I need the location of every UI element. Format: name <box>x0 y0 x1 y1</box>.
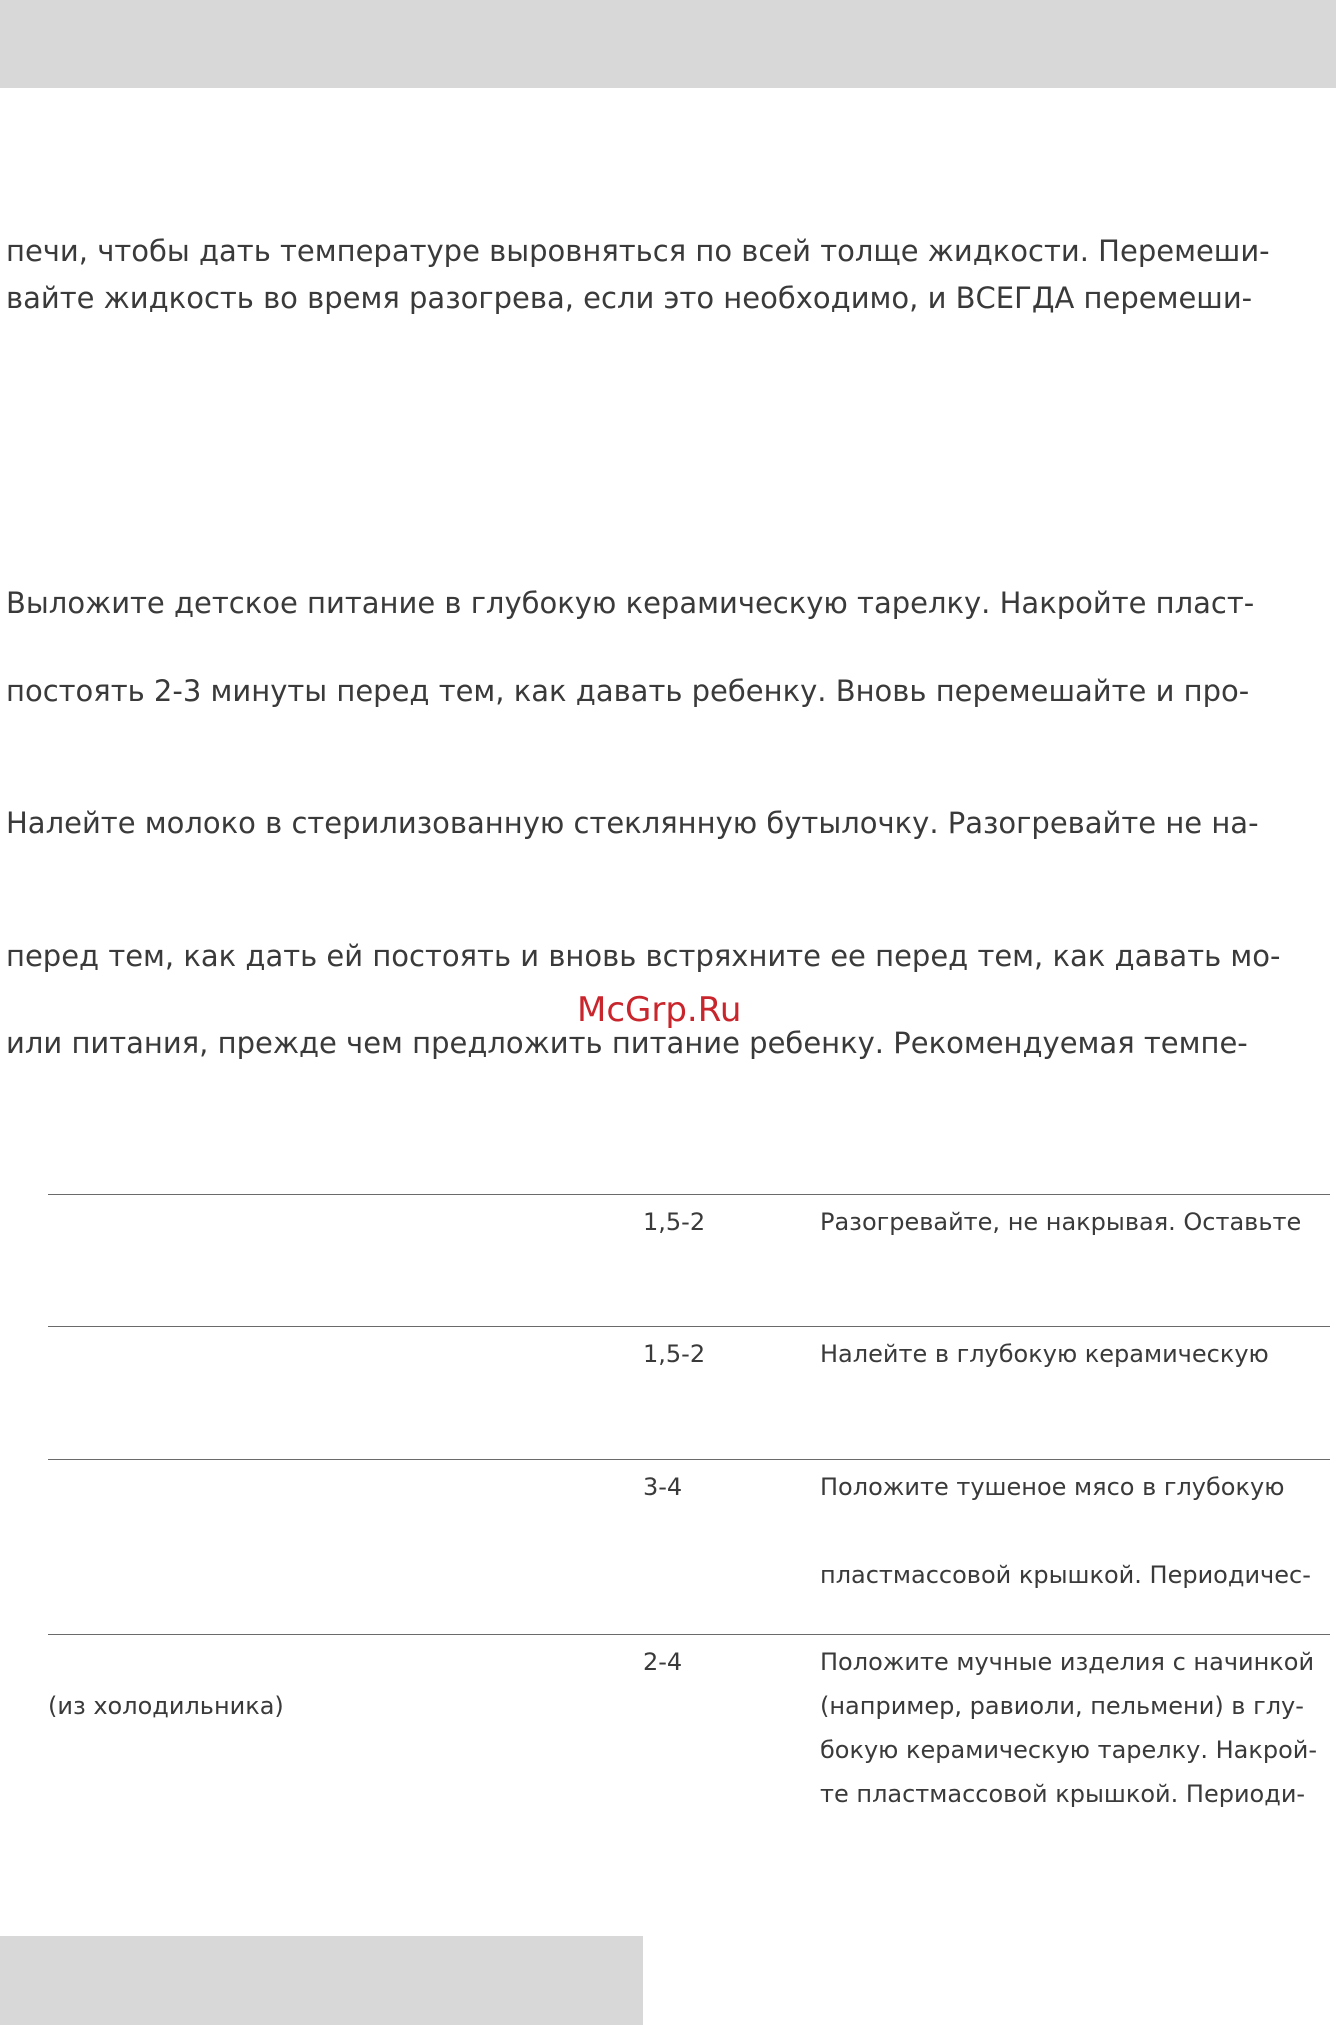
paragraph-line: или питания, прежде чем предложить питание ребенку. Рекомендуемая темпе- <box>6 1026 1248 1060</box>
table-cell-time: 3-4 <box>643 1473 683 1501</box>
table-cell-time: 2-4 <box>643 1648 683 1676</box>
paragraph-line: постоять 2-3 минуты перед тем, как давать ребенку. Вновь перемешайте и про- <box>6 674 1250 708</box>
table-cell-instructions: пластмассовой крышкой. Периодичес- <box>820 1561 1311 1589</box>
table-divider <box>48 1459 1330 1460</box>
table-cell-name: (из холодильника) <box>48 1692 284 1720</box>
watermark: McGrp.Ru <box>577 990 742 1030</box>
table-cell-instructions: Налейте в глубокую керамическую <box>820 1340 1269 1368</box>
table-cell-instructions: Положите мучные изделия с начинкой <box>820 1648 1315 1676</box>
table-divider <box>48 1634 1330 1635</box>
paragraph-line: печи, чтобы дать температуре выровняться по всей толще жидкости. Перемеши- <box>6 234 1270 268</box>
table-cell-instructions: те пластмассовой крышкой. Периоди- <box>820 1780 1306 1808</box>
table-cell-instructions: Положите тушеное мясо в глубокую <box>820 1473 1285 1501</box>
paragraph-line: перед тем, как дать ей постоять и вновь встряхните ее перед тем, как давать мо- <box>6 939 1281 973</box>
table-cell-instructions: (например, равиоли, пельмени) в глу- <box>820 1692 1304 1720</box>
paragraph-line: Выложите детское питание в глубокую керамическую тарелку. Накройте пласт- <box>6 586 1255 620</box>
paragraph-line: Налейте молоко в стерилизованную стеклянную бутылочку. Разогревайте не на- <box>6 806 1259 840</box>
table-cell-time: 1,5-2 <box>643 1208 706 1236</box>
table-divider <box>48 1194 1330 1195</box>
header-band <box>0 0 1336 88</box>
footer-band <box>0 1936 643 2025</box>
table-divider <box>48 1326 1330 1327</box>
paragraph-line: вайте жидкость во время разогрева, если это необходимо, и ВСЕГДА перемеши- <box>6 281 1253 315</box>
table-cell-instructions: Разогревайте, не накрывая. Оставьте <box>820 1208 1302 1236</box>
table-cell-instructions: бокую керамическую тарелку. Накрой- <box>820 1736 1318 1764</box>
table-cell-time: 1,5-2 <box>643 1340 706 1368</box>
